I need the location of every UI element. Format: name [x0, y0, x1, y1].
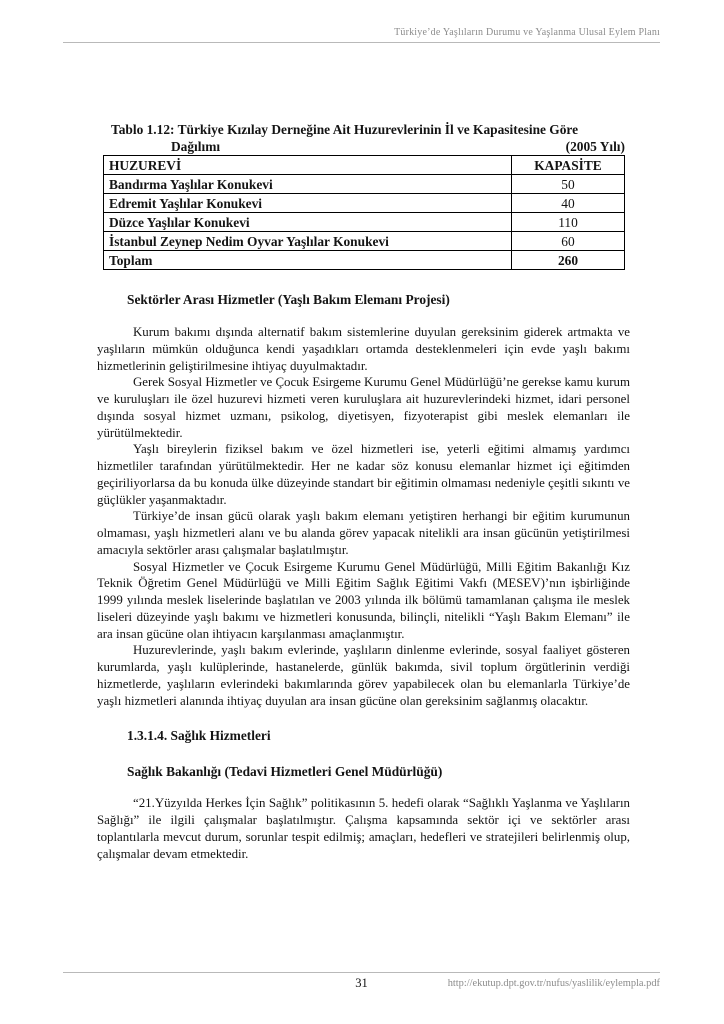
- table-title-year: (2005 Yılı): [565, 139, 625, 154]
- facility-name: Edremit Yaşlılar Konukevi: [104, 194, 512, 213]
- section-heading-sektorler: Sektörler Arası Hizmetler (Yaşlı Bakım Elemanı Projesi): [127, 292, 450, 307]
- footer-url: http://ekutup.dpt.gov.tr/nufus/yaslilik/eylempla.pdf: [447, 978, 660, 989]
- table-header-row: [104, 156, 625, 175]
- table-row: [104, 175, 625, 194]
- table-section: [103, 121, 625, 270]
- table-row: [104, 213, 625, 232]
- facility-capacity: 60: [512, 232, 625, 251]
- table-title-line1: Tablo 1.12: Türkiye Kızılay Derneğine Ait Huzurevlerinin İl ve Kapasitesine Göre: [111, 122, 579, 137]
- total-capacity: 260: [512, 251, 625, 270]
- page-number: 31: [355, 976, 368, 990]
- total-label: Toplam: [104, 251, 512, 270]
- table-row: [104, 194, 625, 213]
- facility-capacity: 50: [512, 175, 625, 194]
- facility-name: Bandırma Yaşlılar Konukevi: [104, 175, 512, 194]
- page-content: [97, 121, 630, 862]
- table-total-row: [104, 251, 625, 270]
- paragraph: “21.Yüzyılda Herkes İçin Sağlık” politikasının 5. hedefi olarak “Sağlıklı Yaşlanma ve Yaşlıların Sağlığı” ile ilgili çalışmalar başlatılmıştır. Çalışma kapsamında sektör içi ve sektörler arası toplantılarla mevcut durum, sorunlar tespit edilmiş; amaçları, hedefleri ve stratejileri belirlenmiş olup, çalışmalar devam etmektedir.: [97, 796, 630, 861]
- column-header-huzurevi: HUZUREVİ: [104, 156, 512, 175]
- running-title: Türkiye’de Yaşlıların Durumu ve Yaşlanma Ulusal Eylem Planı: [394, 27, 660, 38]
- paragraph: Yaşlı bireylerin fiziksel bakım ve özel hizmetleri ise, yeterli eğitimi almamış yardımcı hizmetliler tarafından yürütülmektedir. Her ne kadar söz konusu elemanlar hizmet içi eğitimden geçiriliyorlarsa da bu konuda ülke düzeyinde standart bir eğitimin olmaması nedeniyle çeşitli sıkıntı ve güçlükler yaşanmaktadır.: [97, 442, 630, 507]
- section-heading-saglik-hizmetleri: 1.3.1.4. Sağlık Hizmetleri: [127, 728, 271, 744]
- paragraph: Sosyal Hizmetler ve Çocuk Esirgeme Kurumu Genel Müdürlüğü, Milli Eğitim Bakanlığı Kız Teknik Öğretim Genel Müdürlüğü ve Milli Eğitim Sağlık Eğitimi Vakfı (MESEV)’nın işbirliğinde 1999 yılında meslek liselerinde başlatılan ve 2003 yılında ilk bölümü tamamlanan çalışma ile meslek liseleri düzeyinde yaşlı bakımı ve hizmetleri konusunda, bilinçli, nitelikli “Yaşlı Bakım Elemanı” ile ara insan gücüne olan ihtiyacın karşılanması amaçlanmıştır.: [97, 559, 630, 641]
- facility-name: Düzce Yaşlılar Konukevi: [104, 213, 512, 232]
- column-header-kapasite: KAPASİTE: [512, 156, 625, 175]
- table-title-line2: Dağılımı: [171, 139, 221, 154]
- paragraph: Türkiye’de insan gücü olarak yaşlı bakım elemanı yetiştiren herhangi bir eğitim kurumunun olmaması, yaşlı hizmetleri alanı ve bu alanda görev yapacak nitelikli ara insan gücünün yetiştirilmesi amacıyla sektörler arası çalışmalar başlatılmıştır.: [97, 509, 630, 557]
- paragraph: Huzurevlerinde, yaşlı bakım evlerinde, yaşlıların dinlenme evlerinde, sosyal faaliyet gösteren kurumlarda, yaşlı kulüplerinde, hastanelerde, günlük bakımda, sivil toplum örgütlerinin verdiği hizmetlerde, yaşlıların evlerindeki bakımlarında görev yapabilecek olan bu elemanlarla Türkiye’de yaşlı hizmetleri alanında ihtiyaç duyulan ara insan gücüne olan gereksinim sağlanmış olacaktır.: [97, 643, 630, 708]
- facility-name: İstanbul Zeynep Nedim Oyvar Yaşlılar Konukevi: [104, 232, 512, 251]
- facility-capacity: 40: [512, 194, 625, 213]
- table-title: [103, 121, 625, 155]
- page-header: [63, 0, 660, 43]
- capacity-table: [103, 155, 625, 270]
- facility-capacity: 110: [512, 213, 625, 232]
- table-row: [104, 232, 625, 251]
- section-heading-saglik-bakanligi: Sağlık Bakanlığı (Tedavi Hizmetleri Genel Müdürlüğü): [127, 764, 443, 780]
- page-footer: [63, 972, 660, 991]
- paragraph: Gerek Sosyal Hizmetler ve Çocuk Esirgeme Kurumu Genel Müdürlüğü’ne gerekse kamu kurum ve kuruluşları ile özel huzurevi hizmeti veren kuruluşlara ait huzurevlerindeki hizmet, idari personel dışında sosyal hizmet uzmanı, psikolog, diyetisyen, fizyoterapist gibi meslek elemanları ile yürütülmektedir.: [97, 375, 630, 440]
- paragraph: Kurum bakımı dışında alternatif bakım sistemlerine duyulan gereksinim giderek artmakta ve yaşlıların mümkün olduğunca kendi yaşadıkları ortamda desteklenmeleri için evde yaşlı bakımı hizmetlerinin geliştirilmesine ihtiyaç duyulmaktadır.: [97, 325, 630, 373]
